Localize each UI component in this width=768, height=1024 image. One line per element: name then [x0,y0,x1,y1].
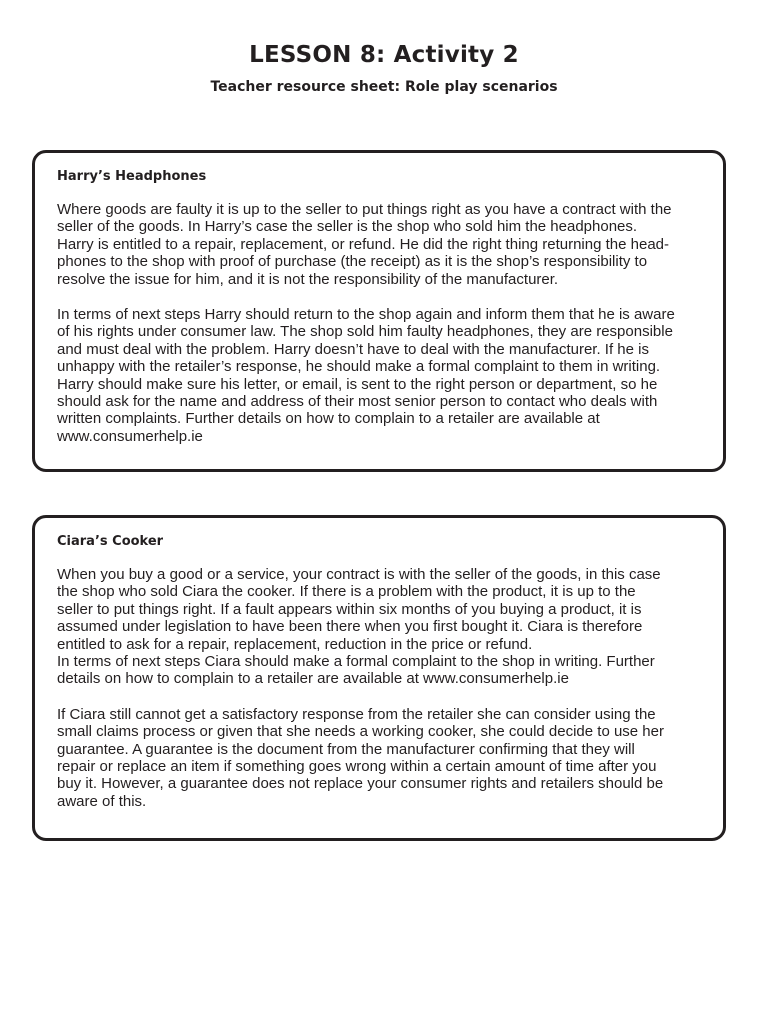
page-title: LESSON 8: Activity 2 [249,42,519,68]
scenario-paragraph: In terms of next steps Harry should return to the shop again and inform them that he is aware of his rights under consumer law. The shop sold him faulty headphones, they are responsible and must deal with the problem. Harry doesn’t have to deal with the manufacturer. If he is unhappy with the retailer’s response, he should make a formal complaint to them in writing. Harry should make sure his letter, or email, is sent to the right person or department, so he should ask for the name and address of their most senior person to contact who deals with written complaints. Further details on how to complain to a retailer are available at www.consumerhelp.ie [57,306,675,445]
scenario-card-harry [32,150,726,472]
scenario-paragraph: If Ciara still cannot get a satisfactory response from the retailer she can consider using the small claims process or given that she needs a working cooker, she could decide to use her guarantee. A guarantee is the document from the manufacturer confirming that they will repair or replace an item if something goes wrong within a certain amount of time after you buy it. However, a guarantee does not replace your consumer rights and retailers should be aware of this. [57,705,664,810]
scenario-title: Harry’s Headphones [57,169,207,184]
scenario-card-ciara [32,515,726,841]
page-subtitle: Teacher resource sheet: Role play scenarios [210,79,558,95]
paragraph-spacer [57,688,701,706]
scenario-title: Ciara’s Cooker [57,534,164,549]
scenario-paragraph: Where goods are faulty it is up to the seller to put things right as you have a contract with the seller of the goods. In Harry’s case the seller is the shop who sold him the headphones. Harry is entitled to a repair, replacement, or refund. He did the right thing returning the head- phones to the shop with proof of purchase (the receipt) as it is the shop’s responsibility to resolve the issue for him, and it is not the responsibility of the manufacturer. [57,201,672,288]
scenario-paragraph: When you buy a good or a service, your contract is with the seller of the goods, in this case the shop who sold Ciara the cooker. If there is a problem with the product, it is up to the seller to put things right. If a fault appears within six months of you buying a product, it is assumed under legislation to have been there when you first bought it. Ciara is therefore entitled to ask for a repair, replacement, reduction in the price or refund. In terms of next steps Ciara should make a formal complaint to the shop in writing. Further details on how to complain to a retailer are available at www.consumerhelp.ie [57,566,661,688]
paragraph-spacer [57,288,701,306]
